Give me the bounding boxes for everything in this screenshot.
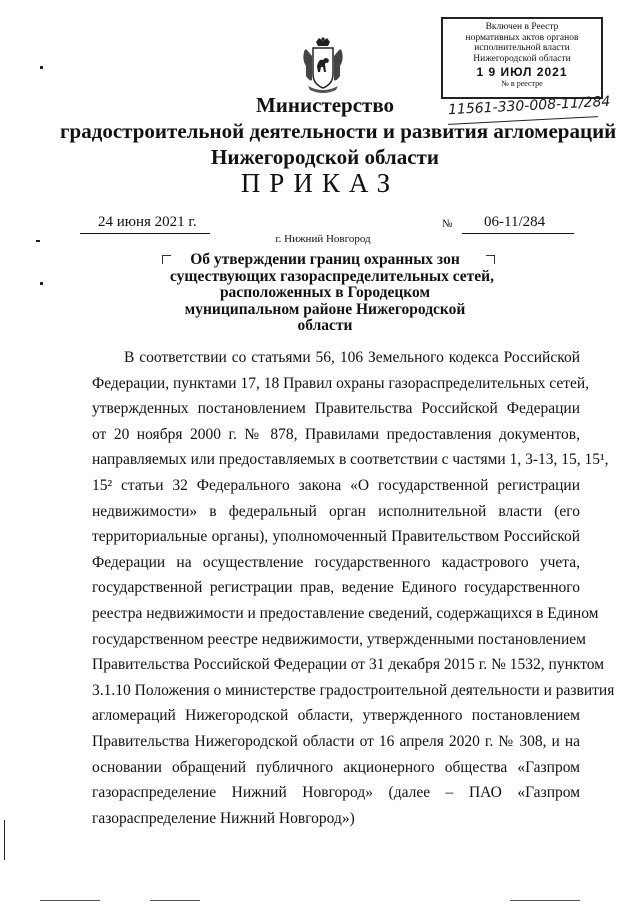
stamp-line: исполнительной власти	[474, 43, 570, 53]
body-line: утвержденных постановлением Правительства Российской Федерации	[92, 400, 580, 418]
body-line: недвижимости» в федеральный орган исполнительной власти (его	[92, 502, 580, 520]
body-line: государственном реестре недвижимости, утвержденными постановлением	[92, 630, 586, 648]
document-type-title: ПРИКАЗ	[240, 168, 400, 198]
stamp-line: Включен в Реестр	[485, 22, 559, 32]
subject-line: расположенных в Городецком	[219, 284, 431, 301]
body-line: государственной регистрации прав, ведение Единого государственного	[92, 579, 580, 597]
scan-speck	[40, 282, 43, 285]
body-line: 15² статьи 32 Федерального закона «О государственной регистрации	[92, 476, 580, 494]
subject-corner-mark	[486, 255, 495, 264]
subject-line: Об утверждении границ охранных зон	[190, 251, 460, 268]
bottom-scan-line	[40, 900, 100, 901]
body-line: Правительства Нижегородской области от 16 апреля 2020 г. № 308, и на	[92, 732, 580, 750]
handwritten-registry-number: 11561-330-008-11/284	[447, 93, 611, 119]
subject-line: муниципальном районе Нижегородской	[184, 300, 466, 318]
order-number: 06-11/284	[484, 214, 546, 230]
city-name: г. Нижний Новгород	[275, 233, 371, 245]
subject-line: существующих газораспределительных сетей,	[170, 267, 494, 285]
body-line: газораспределение Нижний Новгород» (далее – ПАО «Газпром	[92, 784, 580, 802]
body-line: от 20 ноября 2000 г. № 878, Правилами предоставления документов,	[92, 425, 580, 443]
order-date: 24 июня 2021 г.	[98, 214, 197, 230]
body-line: В соответствии со статьями 56, 106 Земельного кодекса Российской	[124, 349, 580, 366]
scan-speck	[4, 820, 5, 860]
order-body-text	[92, 345, 615, 831]
bottom-scan-line	[150, 900, 200, 901]
stamp-line: нормативных актов органов	[465, 32, 579, 43]
order-number-label: №	[442, 218, 453, 230]
order-subject	[170, 251, 494, 335]
ministry-line: Нижегородской области	[211, 145, 439, 169]
body-line: Правительства Российской Федерации от 31 декабря 2015 г. № 1532, пунктом	[92, 656, 605, 674]
body-line: территориальные органы), уполномоченный Правительством Российской	[92, 528, 580, 546]
body-line: направляемых или предоставляемых в соответствии с частями 1, 3-13, 15, 15¹,	[92, 451, 609, 469]
ministry-heading	[60, 92, 617, 170]
registry-stamp	[441, 17, 603, 99]
body-line: Федерации, пунктами 17, 18 Правил охраны газораспределительных сетей,	[92, 374, 590, 392]
body-line: реестра недвижимости и предоставление сведений, содержащихся в Едином	[92, 604, 599, 622]
stamp-date: 1 9 ИЮЛ 2021	[476, 65, 568, 79]
stamp-line: Нижегородской области	[473, 53, 571, 64]
bottom-scan-line	[510, 900, 580, 901]
body-line: Федерации на осуществление государственного кадастрового учета,	[92, 553, 580, 571]
stamp-registry-label: № в реестре	[501, 78, 543, 88]
body-line: 3.1.10 Положения о министерстве градостроительной деятельности и развития	[92, 681, 615, 699]
body-line: агломераций Нижегородской области, утвержденного постановлением	[92, 707, 580, 725]
scan-speck	[40, 66, 43, 69]
ministry-line: Министерство	[255, 93, 395, 117]
body-line: основании обращений публичного акционерного общества «Газпром	[92, 758, 580, 776]
scan-speck	[36, 240, 40, 242]
body-line: газораспределение Нижний Новгород»)	[92, 809, 355, 827]
subject-line: области	[297, 317, 353, 334]
coat-of-arms-emblem	[300, 36, 346, 96]
ministry-line: градостроительной деятельности и развития агломераций	[60, 119, 617, 143]
